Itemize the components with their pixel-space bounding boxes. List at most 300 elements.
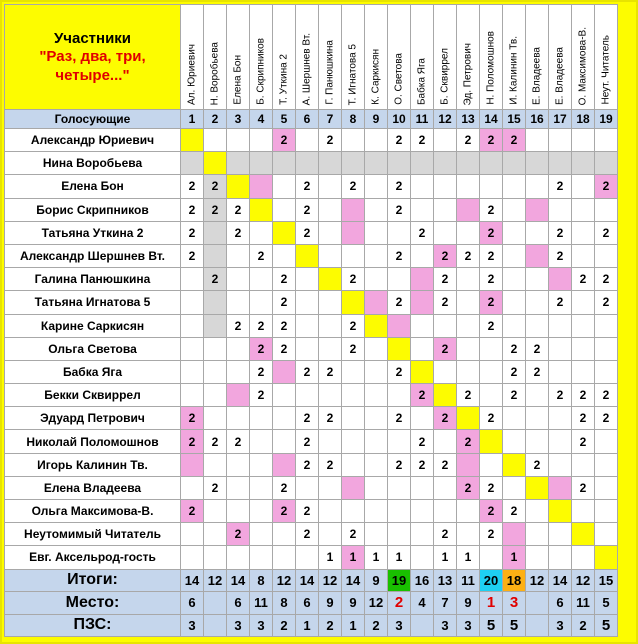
vote-cell: 2	[319, 360, 342, 383]
vote-cell: 2	[319, 407, 342, 430]
vote-cell	[434, 314, 457, 337]
vote-cell	[250, 175, 273, 198]
vote-cell: 1	[319, 546, 342, 569]
vote-cell	[319, 175, 342, 198]
column-number: 6	[296, 110, 319, 129]
vote-cell: 2	[342, 175, 365, 198]
vote-cell: 2	[250, 244, 273, 267]
voter-name: Бекки Сквиррел	[5, 384, 181, 407]
self-vote-cell	[319, 268, 342, 291]
vote-cell	[595, 430, 618, 453]
column-header-label: Н. Поломошнов	[485, 31, 497, 105]
vote-cell	[434, 430, 457, 453]
vote-cell	[572, 198, 595, 221]
vote-cell: 2	[296, 407, 319, 430]
column-header	[503, 5, 526, 110]
vote-cell	[503, 523, 526, 546]
place-value: 9	[342, 592, 365, 615]
self-vote-cell	[181, 129, 204, 152]
vote-cell	[342, 360, 365, 383]
vote-cell	[526, 546, 549, 569]
vote-cell	[434, 500, 457, 523]
vote-cell: 2	[296, 453, 319, 476]
vote-cell: 1	[365, 546, 388, 569]
column-number: 13	[457, 110, 480, 129]
vote-cell: 2	[388, 198, 411, 221]
vote-cell	[503, 198, 526, 221]
vote-cell	[181, 476, 204, 499]
vote-cell	[572, 453, 595, 476]
vote-cell	[572, 360, 595, 383]
vote-cell	[503, 476, 526, 499]
vote-cell: 2	[250, 384, 273, 407]
vote-cell	[572, 291, 595, 314]
self-vote-cell	[342, 291, 365, 314]
table-row	[5, 152, 618, 175]
vote-cell	[342, 407, 365, 430]
column-number: 17	[549, 110, 572, 129]
vote-cell	[526, 407, 549, 430]
column-number: 10	[388, 110, 411, 129]
voter-name: Татьяна Игнатова 5	[5, 291, 181, 314]
table-row	[5, 291, 618, 314]
voting-table	[4, 4, 618, 637]
total-value: 19	[388, 569, 411, 592]
vote-cell	[319, 523, 342, 546]
pzs-value	[526, 614, 549, 637]
vote-cell: 2	[227, 221, 250, 244]
column-header-label: Т. Игнатова 5	[347, 43, 359, 105]
vote-cell: 2	[480, 500, 503, 523]
vote-cell	[227, 360, 250, 383]
vote-cell: 2	[503, 337, 526, 360]
vote-cell: 2	[480, 523, 503, 546]
table-row	[5, 500, 618, 523]
vote-cell	[480, 175, 503, 198]
table-title	[5, 5, 181, 110]
place-row	[5, 592, 618, 615]
self-vote-cell	[549, 500, 572, 523]
place-value: 5	[595, 592, 618, 615]
vote-cell	[503, 314, 526, 337]
vote-cell: 2	[388, 291, 411, 314]
vote-cell	[457, 152, 480, 175]
vote-cell: 2	[227, 430, 250, 453]
vote-cell	[549, 523, 572, 546]
vote-cell	[181, 268, 204, 291]
self-vote-cell	[227, 175, 250, 198]
vote-cell: 2	[204, 268, 227, 291]
vote-cell	[388, 476, 411, 499]
table-row	[5, 175, 618, 198]
place-value: 7	[434, 592, 457, 615]
voter-name: Татьяна Уткина 2	[5, 221, 181, 244]
vote-cell	[273, 453, 296, 476]
vote-cell	[595, 152, 618, 175]
vote-cell	[250, 453, 273, 476]
voter-name: Ольга Светова	[5, 337, 181, 360]
vote-cell	[342, 152, 365, 175]
pzs-value: 3	[227, 614, 250, 637]
vote-cell: 2	[204, 476, 227, 499]
column-header-label: Г. Панюшкина	[324, 40, 336, 105]
vote-cell: 2	[595, 407, 618, 430]
total-value: 11	[457, 569, 480, 592]
table-row	[5, 244, 618, 267]
vote-cell: 2	[503, 500, 526, 523]
vote-cell	[181, 360, 204, 383]
vote-cell: 2	[250, 337, 273, 360]
vote-cell	[572, 152, 595, 175]
vote-cell	[549, 268, 572, 291]
total-value: 20	[480, 569, 503, 592]
vote-rows	[5, 129, 618, 570]
vote-cell: 2	[250, 360, 273, 383]
column-header	[319, 5, 342, 110]
column-header	[549, 5, 572, 110]
vote-cell: 2	[181, 500, 204, 523]
vote-cell	[572, 500, 595, 523]
vote-cell	[457, 314, 480, 337]
vote-cell	[480, 546, 503, 569]
vote-cell	[572, 129, 595, 152]
self-vote-cell	[503, 453, 526, 476]
vote-cell	[411, 546, 434, 569]
vote-cell	[503, 152, 526, 175]
vote-cell	[480, 337, 503, 360]
vote-cell	[250, 430, 273, 453]
self-vote-cell	[388, 337, 411, 360]
vote-cell	[296, 314, 319, 337]
column-header	[296, 5, 319, 110]
self-vote-cell	[365, 314, 388, 337]
vote-cell	[181, 314, 204, 337]
vote-cell	[595, 476, 618, 499]
column-header-label: О. Максимова-В.	[577, 26, 589, 105]
vote-cell	[365, 407, 388, 430]
vote-cell	[319, 314, 342, 337]
total-value: 16	[411, 569, 434, 592]
total-value: 12	[273, 569, 296, 592]
vote-cell	[503, 430, 526, 453]
vote-cell	[457, 360, 480, 383]
vote-cell	[273, 384, 296, 407]
vote-cell	[273, 546, 296, 569]
self-vote-cell	[204, 152, 227, 175]
place-value: 6	[181, 592, 204, 615]
place-value: 11	[250, 592, 273, 615]
vote-cell: 2	[227, 314, 250, 337]
vote-cell	[526, 523, 549, 546]
vote-cell: 2	[227, 523, 250, 546]
vote-cell: 1	[503, 546, 526, 569]
vote-cell	[273, 407, 296, 430]
column-number: 8	[342, 110, 365, 129]
totals-label: Итоги:	[5, 569, 181, 592]
vote-cell: 2	[480, 407, 503, 430]
vote-cell: 2	[549, 244, 572, 267]
table-row	[5, 360, 618, 383]
vote-cell	[227, 337, 250, 360]
vote-cell	[365, 453, 388, 476]
vote-cell	[181, 291, 204, 314]
voter-name: Игорь Калинин Тв.	[5, 453, 181, 476]
total-value: 12	[572, 569, 595, 592]
column-number: 1	[181, 110, 204, 129]
vote-cell	[388, 314, 411, 337]
voter-name: Эдуард Петрович	[5, 407, 181, 430]
vote-cell	[526, 198, 549, 221]
total-value: 14	[227, 569, 250, 592]
voter-name: Нина Воробьева	[5, 152, 181, 175]
vote-cell	[572, 314, 595, 337]
vote-cell	[296, 546, 319, 569]
place-value: 4	[411, 592, 434, 615]
pzs-value: 2	[365, 614, 388, 637]
vote-cell	[365, 337, 388, 360]
voter-name: Елена Владеева	[5, 476, 181, 499]
column-number-row	[5, 110, 618, 129]
vote-cell: 2	[296, 360, 319, 383]
vote-cell	[503, 244, 526, 267]
place-value: 6	[549, 592, 572, 615]
self-vote-cell	[250, 198, 273, 221]
column-header-label: Н. Воробьева	[209, 41, 221, 105]
column-number: 12	[434, 110, 457, 129]
place-value: 9	[457, 592, 480, 615]
pzs-value: 3	[181, 614, 204, 637]
vote-cell: 2	[319, 129, 342, 152]
vote-cell	[204, 453, 227, 476]
vote-cell	[411, 476, 434, 499]
vote-cell	[480, 453, 503, 476]
vote-cell: 2	[296, 523, 319, 546]
vote-cell	[457, 337, 480, 360]
total-value: 14	[296, 569, 319, 592]
vote-cell	[526, 268, 549, 291]
vote-cell: 2	[296, 430, 319, 453]
column-header-label: Е. Владеева	[554, 46, 566, 105]
vote-cell: 2	[388, 175, 411, 198]
vote-cell: 2	[595, 384, 618, 407]
vote-cell	[365, 221, 388, 244]
vote-cell	[526, 430, 549, 453]
table-row	[5, 430, 618, 453]
vote-cell: 2	[434, 523, 457, 546]
column-header-row	[5, 5, 618, 110]
vote-cell	[388, 221, 411, 244]
vote-cell	[204, 384, 227, 407]
vote-cell: 2	[480, 291, 503, 314]
pzs-value: 3	[250, 614, 273, 637]
vote-cell: 2	[342, 337, 365, 360]
place-value: 8	[273, 592, 296, 615]
column-header	[227, 5, 250, 110]
column-header-label: Эд. Петрович	[462, 42, 474, 105]
vote-cell	[250, 500, 273, 523]
vote-cell	[227, 500, 250, 523]
vote-cell	[204, 244, 227, 267]
vote-cell	[250, 291, 273, 314]
vote-cell	[296, 384, 319, 407]
vote-cell	[296, 129, 319, 152]
vote-cell	[365, 175, 388, 198]
vote-cell	[319, 500, 342, 523]
vote-cell	[503, 175, 526, 198]
vote-cell	[273, 523, 296, 546]
vote-cell	[549, 453, 572, 476]
voter-name: Ольга Максимова-В.	[5, 500, 181, 523]
vote-cell	[365, 198, 388, 221]
vote-cell: 2	[457, 476, 480, 499]
total-value: 13	[434, 569, 457, 592]
vote-cell	[227, 291, 250, 314]
vote-cell: 2	[595, 268, 618, 291]
column-header-label: Ал. Юриевич	[186, 44, 198, 105]
column-header	[411, 5, 434, 110]
self-vote-cell	[273, 221, 296, 244]
title-game-name-line2: четыре..."	[55, 66, 130, 84]
vote-cell	[434, 221, 457, 244]
vote-cell: 2	[388, 244, 411, 267]
vote-cell	[204, 314, 227, 337]
vote-cell: 2	[181, 221, 204, 244]
vote-cell: 2	[342, 268, 365, 291]
pzs-value	[204, 614, 227, 637]
column-number: 9	[365, 110, 388, 129]
column-header	[365, 5, 388, 110]
vote-cell	[434, 175, 457, 198]
totals-row	[5, 569, 618, 592]
vote-cell: 2	[411, 384, 434, 407]
table-row	[5, 384, 618, 407]
vote-cell	[342, 430, 365, 453]
vote-cell	[572, 337, 595, 360]
place-value: 6	[296, 592, 319, 615]
column-header	[388, 5, 411, 110]
column-number: 3	[227, 110, 250, 129]
vote-cell: 2	[319, 453, 342, 476]
vote-cell	[595, 360, 618, 383]
vote-cell	[227, 476, 250, 499]
vote-cell	[342, 476, 365, 499]
vote-cell	[227, 268, 250, 291]
vote-cell	[181, 523, 204, 546]
vote-cell: 1	[342, 546, 365, 569]
vote-cell: 2	[480, 476, 503, 499]
vote-cell: 2	[273, 500, 296, 523]
vote-cell: 2	[526, 453, 549, 476]
pzs-value: 2	[572, 614, 595, 637]
vote-cell	[595, 244, 618, 267]
vote-cell	[365, 476, 388, 499]
vote-cell	[411, 244, 434, 267]
table-row	[5, 523, 618, 546]
vote-cell	[457, 291, 480, 314]
voter-name: Евг. Аксельрод-гость	[5, 546, 181, 569]
vote-cell	[411, 407, 434, 430]
vote-cell	[526, 129, 549, 152]
voter-name: Галина Панюшкина	[5, 268, 181, 291]
vote-cell	[204, 221, 227, 244]
vote-cell	[572, 244, 595, 267]
vote-cell	[411, 198, 434, 221]
vote-cell: 2	[250, 314, 273, 337]
vote-cell: 2	[181, 198, 204, 221]
vote-cell: 2	[273, 337, 296, 360]
vote-cell	[250, 546, 273, 569]
vote-cell: 2	[181, 175, 204, 198]
vote-cell	[549, 360, 572, 383]
pzs-value: 5	[480, 614, 503, 637]
self-vote-cell	[434, 384, 457, 407]
column-header-label: Бабка Яга	[416, 58, 428, 105]
pzs-value: 3	[549, 614, 572, 637]
vote-cell	[411, 523, 434, 546]
vote-cell	[342, 129, 365, 152]
self-vote-cell	[480, 430, 503, 453]
vote-cell	[549, 314, 572, 337]
vote-cell	[181, 152, 204, 175]
vote-cell	[227, 453, 250, 476]
vote-cell	[342, 244, 365, 267]
vote-cell	[204, 407, 227, 430]
vote-cell	[273, 198, 296, 221]
vote-cell	[503, 268, 526, 291]
vote-cell: 2	[549, 175, 572, 198]
vote-cell: 2	[480, 221, 503, 244]
vote-cell: 2	[273, 476, 296, 499]
vote-cell: 2	[572, 430, 595, 453]
vote-cell: 2	[595, 175, 618, 198]
vote-cell	[319, 291, 342, 314]
vote-cell	[296, 152, 319, 175]
vote-cell: 2	[204, 175, 227, 198]
self-vote-cell	[572, 523, 595, 546]
column-header-label: Неут. Читатель	[600, 35, 612, 105]
vote-cell	[250, 152, 273, 175]
column-number: 2	[204, 110, 227, 129]
vote-cell: 2	[434, 291, 457, 314]
vote-cell	[388, 384, 411, 407]
column-number: 16	[526, 110, 549, 129]
title-game-name-line1: "Раз, два, три,	[39, 47, 146, 65]
vote-cell	[319, 221, 342, 244]
vote-cell: 2	[342, 314, 365, 337]
vote-cell	[549, 198, 572, 221]
vote-cell	[434, 360, 457, 383]
vote-cell: 2	[181, 244, 204, 267]
vote-cell	[181, 546, 204, 569]
place-value: 6	[227, 592, 250, 615]
vote-cell	[204, 360, 227, 383]
vote-cell	[273, 244, 296, 267]
vote-cell	[549, 430, 572, 453]
vote-cell	[549, 152, 572, 175]
vote-cell: 2	[503, 129, 526, 152]
pzs-value: 3	[388, 614, 411, 637]
place-value: 12	[365, 592, 388, 615]
column-header-label: Т. Уткина 2	[278, 54, 290, 105]
pzs-row	[5, 614, 618, 637]
vote-cell	[365, 360, 388, 383]
place-value: 1	[480, 592, 503, 615]
vote-cell	[365, 291, 388, 314]
vote-cell: 2	[388, 407, 411, 430]
self-vote-cell	[457, 407, 480, 430]
vote-cell	[434, 129, 457, 152]
vote-cell	[457, 175, 480, 198]
